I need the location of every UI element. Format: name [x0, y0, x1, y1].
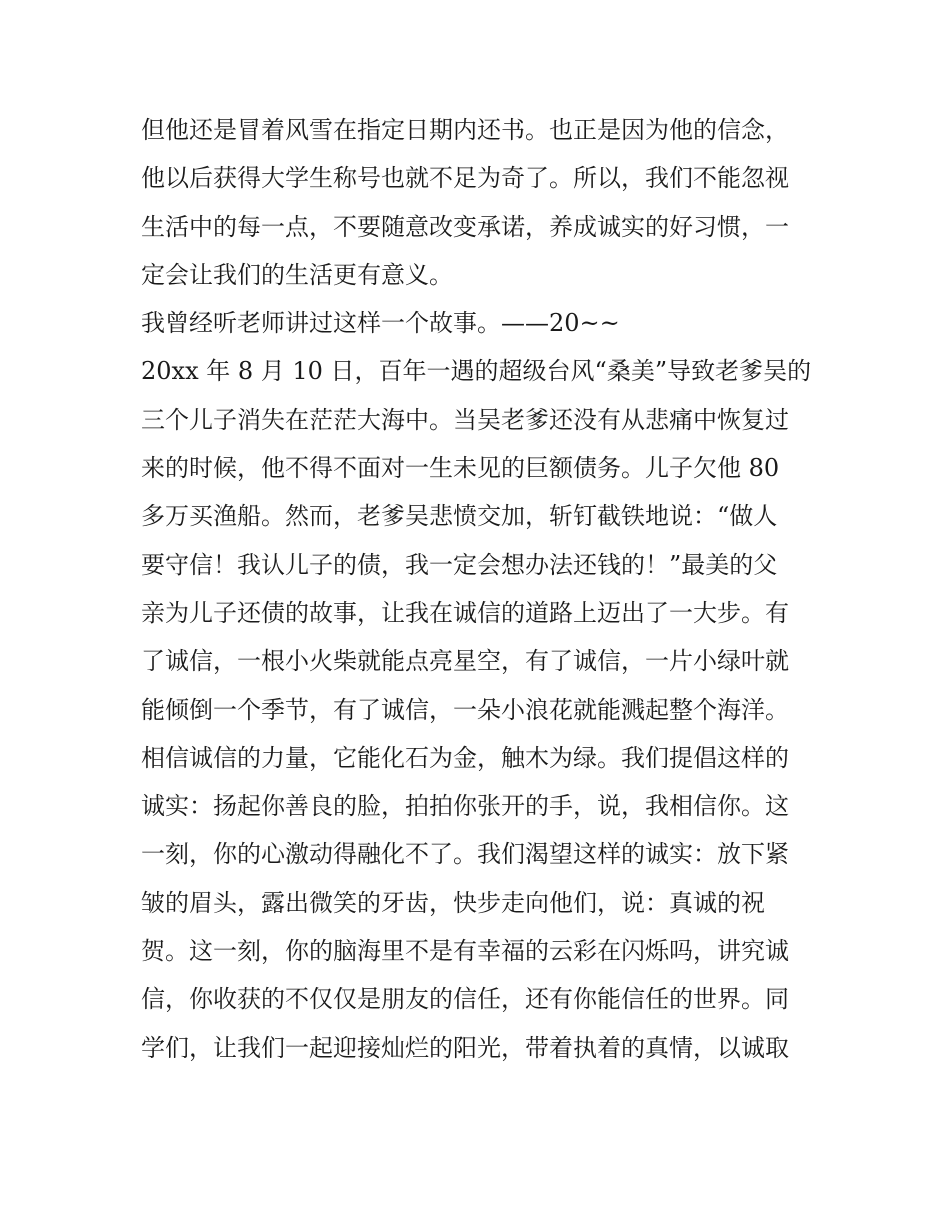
text-line: 来的时候，他不得不面对一生未见的巨额债务。儿子欠他 80	[141, 454, 780, 483]
text-line: 亲为儿子还债的故事，让我在诚信的道路上迈出了一大步。有	[141, 598, 789, 627]
text-line: 但他还是冒着风雪在指定日期内还书。也正是因为他的信念，	[141, 116, 789, 144]
text-line: 要守信！我认儿子的债，我一定会想办法还钱的！”最美的父	[141, 550, 778, 579]
text-line: 我曾经听老师讲过这样一个故事。——20~~	[141, 309, 620, 338]
text-line: 他以后获得大学生称号也就不足为奇了。所以，我们不能忽视	[141, 164, 789, 193]
text-line: 相信诚信的力量，它能化石为金，触木为绿。我们提倡这样的	[141, 743, 789, 772]
text-line: 多万买渔船。然而，老爹吴悲愤交加，斩钉截铁地说：“做人	[141, 502, 778, 531]
text-line: 定会让我们的生活更有意义。	[141, 260, 453, 289]
text-line: 能倾倒一个季节，有了诚信，一朵小浪花就能溅起整个海洋。	[141, 695, 789, 724]
text-line: 信，你收获的不仅仅是朋友的信任，还有你能信任的世界。同	[141, 985, 789, 1014]
text-line: 贺。这一刻，你的脑海里不是有幸福的云彩在闪烁吗，讲究诚	[141, 937, 789, 966]
text-line: 20xx 年 8 月 10 日，百年一遇的超级台风“桑美”导致老爹吴的	[141, 357, 812, 386]
text-line: 生活中的每一点，不要随意改变承诺，养成诚实的好习惯，一	[141, 212, 789, 241]
text-line: 皱的眉头，露出微笑的牙齿，快步走向他们，说：真诚的祝	[141, 888, 765, 917]
text-line: 诚实：扬起你善良的脸，拍拍你张开的手，说，我相信你。这	[141, 792, 789, 821]
body-text	[141, 106, 821, 1072]
text-line: 学们，让我们一起迎接灿烂的阳光，带着执着的真情，以诚取	[141, 1033, 789, 1062]
text-line: 三个儿子消失在茫茫大海中。当吴老爹还没有从悲痛中恢复过	[141, 405, 789, 434]
text-line: 了诚信，一根小火柴就能点亮星空，有了诚信，一片小绿叶就	[141, 647, 789, 676]
text-line: 一刻，你的心激动得融化不了。我们渴望这样的诚实：放下紧	[141, 840, 789, 869]
